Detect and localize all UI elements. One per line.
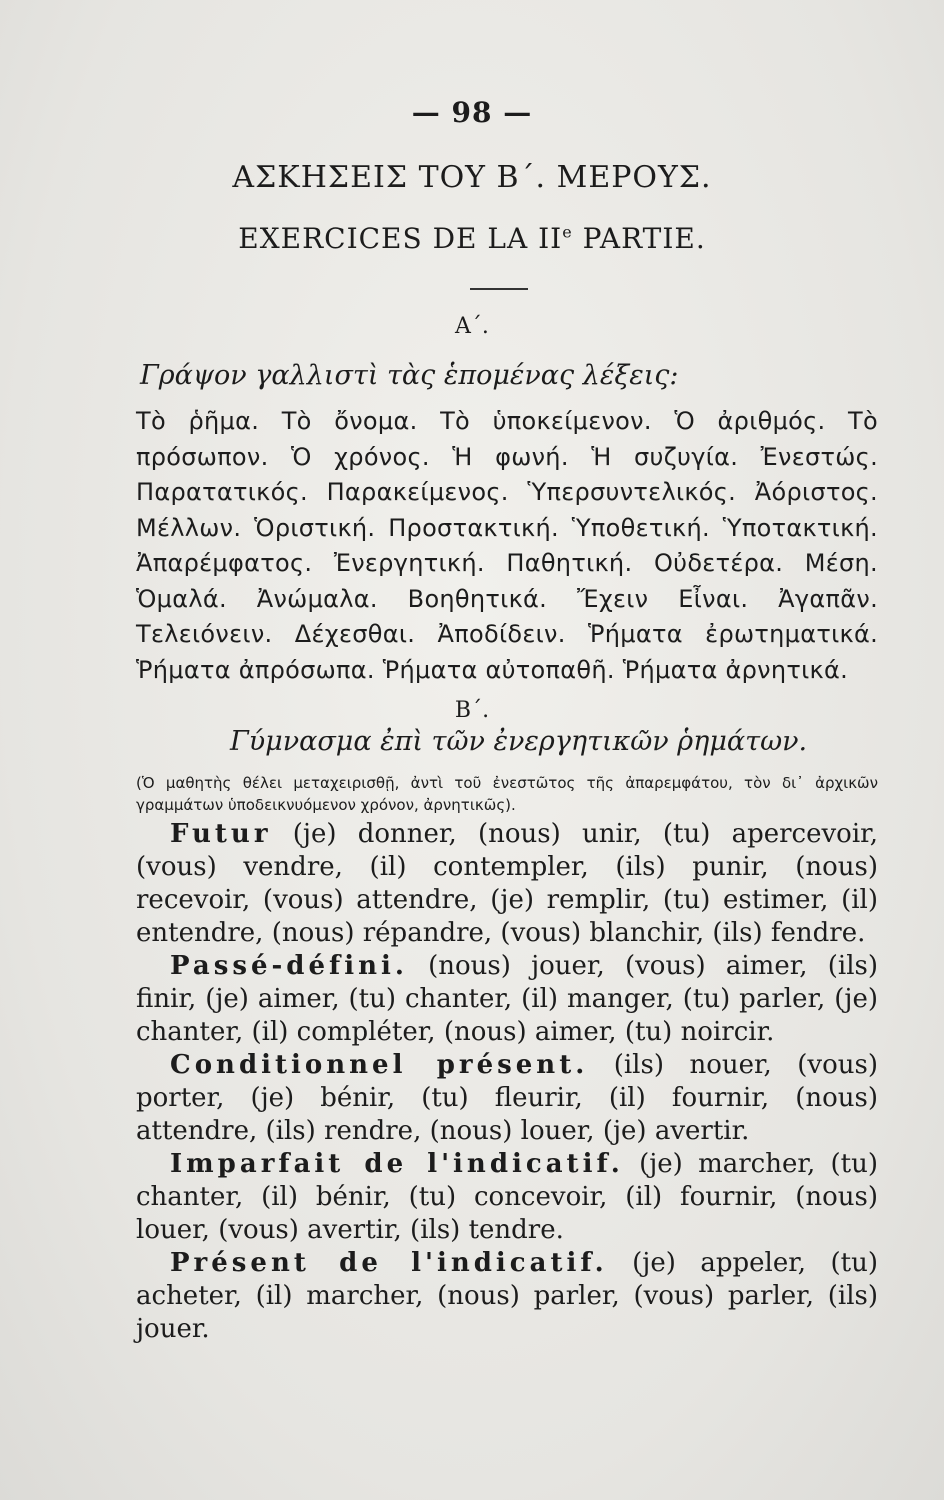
exercise-text: (je) appeler, (tu) acheter, (il) marcher, (nous) parler, (vous) parler, (ils) jouer.: [136, 1248, 878, 1344]
exercise-conditionnel: [136, 1049, 878, 1148]
section-a-instruction: Γράψον γαλλιστὶ τὰς ἑπομένας λέξεις:: [140, 360, 679, 391]
page-number: — 98 —: [411, 96, 533, 129]
tense-label: Présent de l'indicatif.: [170, 1248, 608, 1278]
exercise-text: (je) donner, (nous) unir, (tu) apercevoir, (vous) vendre, (il) contempler, (ils) punir, (nous) recevoir, (vous) attendre, (je) remplir, (tu) estimer, (il) entendre, (nous) répandre, (vous) blanchir, (ils) fendre.: [136, 819, 878, 948]
exercise-futur: [136, 818, 878, 950]
exercise-list: [136, 818, 878, 1346]
section-b-label: Β΄.: [454, 698, 490, 723]
vocabulary-paragraph: Τὸ ῥῆμα. Τὸ ὄνομα. Τὸ ὑποκείμενον. Ὁ ἀριθμός. Τὸ πρόσωπον. Ὁ χρόνος. Ἡ φωνή. Ἡ συζυγία. Ἐνεστώς. Παρατατικός. Παρακείμενος. Ὑπερσυντελικός. Ἀόριστος. Μέλλων. Ὁριστική. Προστακτική. Ὑποθετική. Ὑποτακτική. Ἀπαρέμφατος. Ἐνεργητική. Παθητική. Οὐδετέρα. Μέση. Ὁμαλά. Ἀνώμαλα. Βοηθητικά. Ἔχειν Εἶναι. Ἀγαπᾶν. Τελειόνειν. Δέχεσθαι. Ἀποδίδειν. Ῥήματα ἐρωτηματικά. Ῥήματα ἀπρόσωπα. Ῥήματα αὐτοπαθῆ. Ῥήματα ἀρνητικά.: [136, 407, 878, 684]
exercise-passe-defini: [136, 950, 878, 1049]
heading-greek: ΑΣΚΗΣΕΙΣ ΤΟΥ Β΄. ΜΕΡΟΥΣ.: [232, 160, 712, 195]
tense-label: Conditionnel présent.: [170, 1050, 589, 1080]
heading-french: [0, 222, 944, 255]
exercise-text: (je) marcher, (tu) chanter, (il) bénir, (tu) concevoir, (il) fournir, (nous) louer, (vous) avertir, (ils) tendre.: [136, 1149, 878, 1245]
heading-french-main: EXERCICES DE LA II: [238, 222, 563, 255]
tense-label: Imparfait de l'indicatif.: [170, 1149, 624, 1179]
exercise-text: (ils) nouer, (vous) porter, (je) bénir, (tu) fleurir, (il) fournir, (nous) attendre, (ils) rendre, (nous) louer, (je) avertir.: [136, 1050, 878, 1146]
section-b-instruction: Γύμνασμα ἐπὶ τῶν ἐνεργητικῶν ῥημάτων.: [230, 726, 808, 757]
heading-french-sup: e: [562, 222, 573, 242]
section-a-label: Α΄.: [455, 314, 489, 339]
tense-label: Passé-défini.: [170, 951, 408, 981]
exercise-note: (Ὁ μαθητὴς θέλει μεταχειρισθῇ, ἀντὶ τοῦ ἐνεστῶτος τῆς ἀπαρεμφάτου, τὸν δι᾽ ἀρχικῶν γραμμάτων ὑποδεικνυόμενον χρόνον, ἀρνητικῶς).: [136, 774, 878, 814]
exercise-imparfait: [136, 1148, 878, 1247]
exercise-text: (nous) jouer, (vous) aimer, (ils) finir, (je) aimer, (tu) chanter, (il) manger, (tu) parler, (je) chanter, (il) compléter, (nous) aimer, (tu) noircir.: [136, 951, 878, 1047]
divider: [470, 288, 528, 290]
tense-label: Futur: [170, 819, 272, 849]
heading-french-end: PARTIE.: [572, 222, 706, 255]
exercise-present: [136, 1247, 878, 1346]
